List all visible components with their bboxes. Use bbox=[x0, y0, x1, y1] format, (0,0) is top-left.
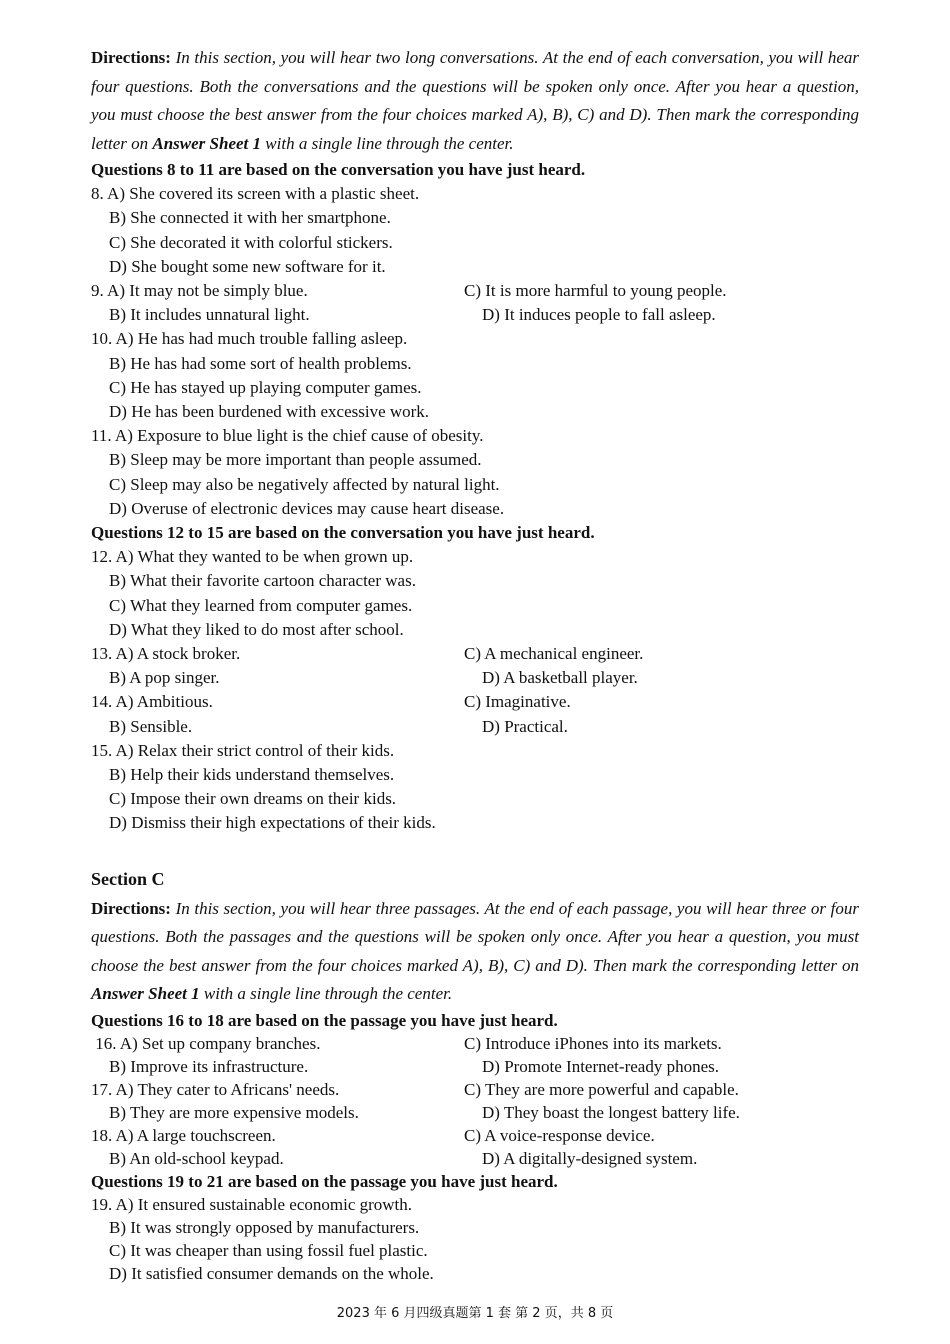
choice-15a: 15. A) Relax their strict control of their kids. bbox=[91, 740, 395, 760]
choice-16d: D) Promote Internet-ready phones. bbox=[482, 1056, 719, 1076]
choice-9c: C) It is more harmful to young people. bbox=[464, 281, 727, 301]
choice-16c: C) Introduce iPhones into its markets. bbox=[464, 1033, 722, 1053]
answer-sheet-ref: Answer Sheet 1 bbox=[152, 133, 262, 153]
choice-14d: D) Practical. bbox=[482, 716, 568, 736]
choice-11c: C) Sleep may also be negatively affected by natural light. bbox=[109, 474, 500, 494]
choice-10c: C) He has stayed up playing computer games. bbox=[109, 377, 422, 397]
choice-11a: 11. A) Exposure to blue light is the chief cause of obesity. bbox=[91, 426, 484, 446]
choice-13a: 13. A) A stock broker. bbox=[91, 644, 241, 664]
question-17 bbox=[91, 1078, 859, 1124]
directions-text-end: with a single line through the center. bbox=[261, 133, 514, 153]
question-19 bbox=[91, 1193, 859, 1285]
choice-8d: D) She bought some new software for it. bbox=[109, 256, 386, 276]
directions-text: In this section, you will hear three passages. At the end of each passage, you will hear three or four questions. Both the passages and the questions will be spoken only once. After you hear a question, you must choose the best answer from the four choices marked A), B), C) and D). Then mark the corresponding letter on bbox=[91, 898, 859, 975]
choice-8a: 8. A) She covered its screen with a plastic sheet. bbox=[91, 184, 420, 204]
directions-text: In this section, you will hear two long conversations. At the end of each conversation, you will hear four questions. Both the conversations and the questions will be spoken only once. After you hear a question, you must choose the best answer from the four choices marked A), B), C) and D). Then mark the corresponding letter on bbox=[91, 48, 859, 153]
choice-8c: C) She decorated it with colorful stickers. bbox=[109, 232, 393, 252]
choice-13c: C) A mechanical engineer. bbox=[464, 644, 644, 664]
section-c-questions bbox=[91, 1009, 859, 1285]
exam-page bbox=[91, 44, 859, 1285]
choice-12a: 12. A) What they wanted to be when grown up. bbox=[91, 547, 414, 567]
choice-18d: D) A digitally-designed system. bbox=[482, 1148, 698, 1168]
question-15 bbox=[91, 739, 859, 836]
choice-9a: 9. A) It may not be simply blue. bbox=[91, 281, 308, 301]
choice-18c: C) A voice-response device. bbox=[464, 1125, 655, 1145]
page-footer: 2023 年 6 月四级真题第 1 套 第 2 页，共 8 页 bbox=[336, 1306, 614, 1321]
choice-8b: B) She connected it with her smartphone. bbox=[109, 208, 391, 228]
question-11 bbox=[91, 424, 859, 521]
directions-label: Directions: bbox=[91, 48, 171, 67]
choice-18a: 18. A) A large touchscreen. bbox=[91, 1125, 276, 1145]
question-group-heading: Questions 19 to 21 are based on the passage you have just heard. bbox=[91, 1171, 558, 1191]
directions-section-b bbox=[91, 44, 859, 158]
directions-text-end: with a single line through the center. bbox=[199, 984, 453, 1004]
question-group-heading: Questions 16 to 18 are based on the passage you have just heard. bbox=[91, 1010, 558, 1030]
choice-12d: D) What they liked to do most after school. bbox=[109, 619, 404, 639]
answer-sheet-ref: Answer Sheet 1 bbox=[91, 984, 200, 1004]
choice-19b: B) It was strongly opposed by manufacturers. bbox=[109, 1217, 420, 1237]
question-14 bbox=[91, 690, 859, 738]
choice-9d: D) It induces people to fall asleep. bbox=[482, 305, 716, 325]
choice-15b: B) Help their kids understand themselves. bbox=[109, 765, 395, 785]
choice-12b: B) What their favorite cartoon character was. bbox=[109, 571, 416, 591]
choice-14a: 14. A) Ambitious. bbox=[91, 692, 213, 712]
choice-10a: 10. A) He has had much trouble falling asleep. bbox=[91, 329, 408, 349]
choice-14b: B) Sensible. bbox=[109, 716, 193, 736]
choice-13b: B) A pop singer. bbox=[109, 668, 220, 688]
question-10 bbox=[91, 327, 859, 424]
choice-19a: 19. A) It ensured sustainable economic growth. bbox=[91, 1194, 413, 1214]
choice-17b: B) They are more expensive models. bbox=[109, 1102, 359, 1122]
question-9 bbox=[91, 279, 859, 327]
choice-9b: B) It includes unnatural light. bbox=[109, 305, 310, 325]
question-group-heading: Questions 8 to 11 are based on the conversation you have just heard. bbox=[91, 160, 586, 179]
directions-section-c bbox=[91, 895, 859, 1009]
choice-10b: B) He has had some sort of health problems. bbox=[109, 353, 412, 373]
choice-16b: B) Improve its infrastructure. bbox=[109, 1056, 309, 1076]
choice-15c: C) Impose their own dreams on their kids. bbox=[109, 789, 397, 809]
choice-17c: C) They are more powerful and capable. bbox=[464, 1079, 739, 1099]
question-18 bbox=[91, 1124, 859, 1170]
choice-19d: D) It satisfied consumer demands on the whole. bbox=[109, 1263, 434, 1283]
question-13 bbox=[91, 642, 859, 690]
choice-19c: C) It was cheaper than using fossil fuel plastic. bbox=[109, 1240, 428, 1260]
choice-17d: D) They boast the longest battery life. bbox=[482, 1102, 740, 1122]
question-group-heading: Questions 12 to 15 are based on the conversation you have just heard. bbox=[91, 523, 595, 543]
question-12 bbox=[91, 545, 859, 642]
question-16 bbox=[91, 1032, 859, 1078]
choice-17a: 17. A) They cater to Africans' needs. bbox=[91, 1079, 340, 1099]
directions-label: Directions: bbox=[91, 898, 171, 918]
choice-12c: C) What they learned from computer games. bbox=[109, 595, 413, 615]
choice-11b: B) Sleep may be more important than people assumed. bbox=[109, 450, 482, 470]
choice-18b: B) An old-school keypad. bbox=[109, 1148, 284, 1168]
choice-16a: 16. A) Set up company branches. bbox=[91, 1033, 321, 1053]
question-8 bbox=[91, 182, 859, 279]
choice-13d: D) A basketball player. bbox=[482, 668, 638, 688]
choice-11d: D) Overuse of electronic devices may cause heart disease. bbox=[109, 498, 505, 518]
section-c-title: Section C bbox=[91, 868, 165, 889]
choice-15d: D) Dismiss their high expectations of their kids. bbox=[109, 813, 436, 833]
choice-14c: C) Imaginative. bbox=[464, 692, 571, 712]
choice-10d: D) He has been burdened with excessive work. bbox=[109, 402, 430, 422]
